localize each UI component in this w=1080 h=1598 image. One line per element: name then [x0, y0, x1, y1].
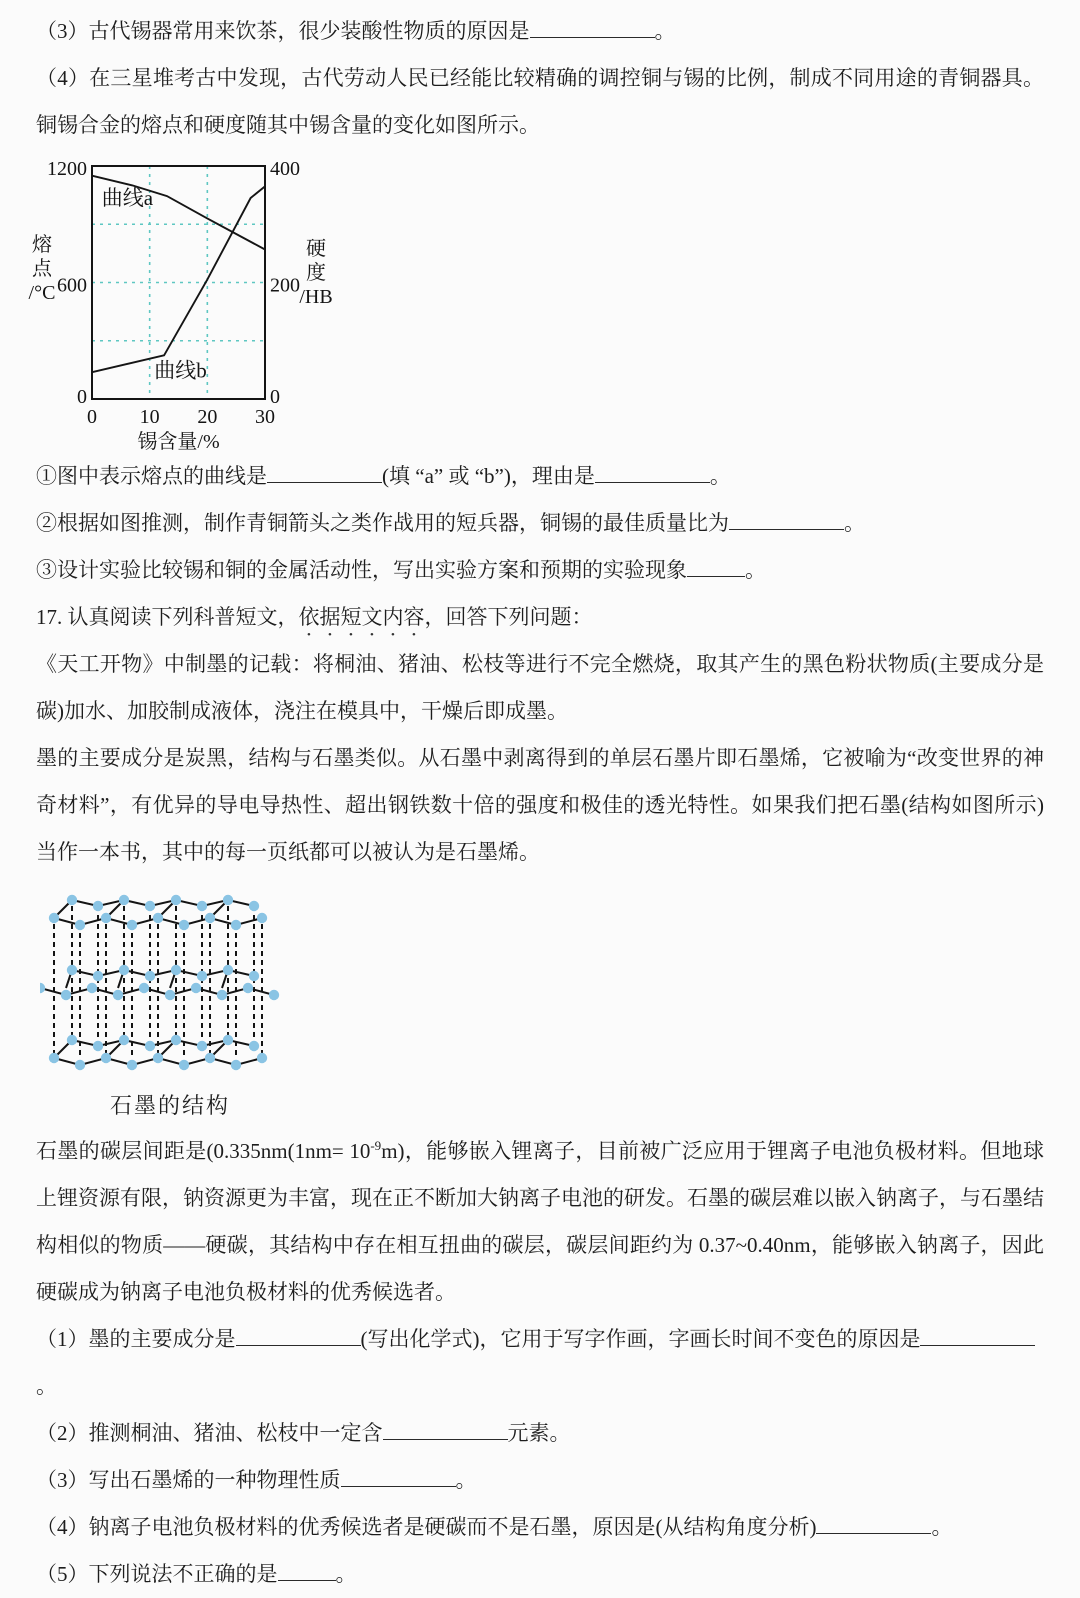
answer-blank	[341, 1467, 456, 1487]
svg-text:0: 0	[270, 386, 280, 408]
svg-text:0: 0	[87, 406, 97, 428]
graphite-structure-svg	[40, 882, 290, 1084]
paragraph-text: 墨的主要成分是炭黑，结构与石墨类似。从石墨中剥离得到的单层石墨片即石墨烯，它被喻为“改变世界的神奇材料”，有优异的导电导热性、超出钢铁数十倍的强度和极佳的透光特性。如果我们把石墨(结构如图所示)当作一本书，其中的每一页纸都可以被认为是石墨烯。	[36, 746, 1044, 864]
question-16-4	[36, 55, 1044, 149]
q2-text2: 元素。	[507, 1421, 571, 1445]
question-16-sub2	[36, 500, 1044, 547]
question-16-sub3	[36, 547, 1044, 594]
answer-blank	[920, 1326, 1035, 1346]
svg-text:400: 400	[270, 158, 300, 180]
answer-blank	[729, 510, 844, 530]
intro-text2: ，回答下列问题：	[424, 605, 593, 629]
svg-text:10: 10	[139, 406, 160, 428]
question-16-4-text: （4）在三星堆考古中发现，古代劳动人民已经能比较精确的调控铜与锡的比例，制成不同用途的青铜器具。铜锡合金的熔点和硬度随其中锡含量的变化如图所示。	[36, 66, 1044, 137]
svg-text:点: 点	[32, 258, 52, 280]
answer-blank	[595, 463, 710, 483]
svg-text:200: 200	[270, 274, 300, 297]
paragraph-text: 《天工开物》中制墨的记载：将桐油、猪油、松枝等进行不完全燃烧，取其产生的黑色粉状物质(主要成分是碳)加水、加胶制成液体，浇注在模具中，干燥后即成墨。	[36, 652, 1044, 723]
q4-text: （4）钠离子电池负极材料的优秀候选者是硬碳而不是石墨，原因是(从结构角度分析)	[36, 1515, 817, 1539]
sub3-text: ③设计实验比较锡和铜的金属活动性，写出实验方案和预期的实验现象	[36, 558, 687, 582]
answer-blank	[236, 1326, 361, 1346]
answer-blank	[530, 18, 655, 38]
period: 。	[709, 464, 731, 488]
answer-blank	[816, 1514, 931, 1534]
sub1-text: ①图中表示熔点的曲线是	[36, 464, 267, 488]
svg-text:硬: 硬	[306, 238, 326, 260]
answer-blank	[383, 1420, 508, 1440]
period: 。	[745, 558, 766, 582]
question-17-1	[36, 1316, 1044, 1410]
intro-text: 17. 认真阅读下列科普短文，	[36, 605, 299, 629]
question-16-3-text: （3）古代锡器常用来饮茶，很少装酸性物质的原因是	[36, 19, 530, 43]
period: 。	[335, 1562, 357, 1586]
svg-text:600: 600	[57, 274, 87, 297]
tin-alloy-chart	[28, 151, 1044, 453]
answer-blank	[267, 463, 382, 483]
answer-blank	[687, 557, 745, 577]
passage-paragraph-2	[36, 735, 1044, 876]
paragraph-text2: m)，能够嵌入锂离子，目前被广泛应用于锂离子电池负极材料。但地球上锂资源有限，钠资源更为丰富，现在正不断加大钠离子电池的研发。石墨的碳层难以嵌入钠离子，与石墨结构相似的物质——硬碳，其结构中存在相互扭曲的碳层，碳层间距约为 0.37~0.40nm，能够嵌入钠离子，因此硬碳成为钠离子电池负极材料的优秀候选者。	[36, 1139, 1044, 1304]
answer-blank	[278, 1561, 336, 1581]
question-17-4	[36, 1504, 1044, 1551]
period: 。	[36, 1374, 57, 1398]
svg-text:30: 30	[255, 406, 275, 428]
q1-text: （1）墨的主要成分是	[36, 1327, 236, 1351]
svg-text:曲线a: 曲线a	[101, 185, 154, 210]
svg-text:曲线b: 曲线b	[154, 358, 207, 383]
svg-text:锡含量/%: 锡含量/%	[137, 431, 220, 453]
svg-text:1200: 1200	[47, 158, 87, 180]
question-17-intro	[36, 594, 1044, 641]
svg-text:熔: 熔	[32, 234, 52, 256]
paragraph-text: 石墨的碳层间距是(0.335nm(1nm= 10	[36, 1139, 371, 1163]
svg-text:0: 0	[77, 386, 87, 408]
tin-chart-svg	[16, 151, 376, 453]
q2-text: （2）推测桐油、猪油、松枝中一定含	[36, 1421, 383, 1445]
sub2-text: ②根据如图推测，制作青铜箭头之类作战用的短兵器，铜锡的最佳质量比为	[36, 511, 729, 535]
question-17-3	[36, 1457, 1044, 1504]
question-17-5	[36, 1551, 1044, 1598]
superscript: -9	[370, 1138, 382, 1153]
svg-text:20: 20	[197, 406, 218, 428]
emphasized-text: 依据短文内容	[298, 605, 425, 629]
svg-text:/HB: /HB	[299, 286, 333, 308]
sub1-text2: (填 “a” 或 “b”)，理由是	[382, 464, 595, 488]
graphite-structure-figure	[40, 882, 300, 1122]
svg-text:度: 度	[306, 262, 326, 284]
passage-paragraph-1	[36, 641, 1044, 735]
svg-text:/°C: /°C	[28, 282, 56, 304]
question-16-3	[36, 8, 1044, 55]
period: 。	[844, 511, 865, 535]
period: 。	[654, 19, 676, 43]
period: 。	[931, 1515, 953, 1539]
question-16-sub1	[36, 453, 1044, 500]
period: 。	[455, 1468, 477, 1492]
figure-caption: 石墨的结构	[109, 1093, 230, 1118]
q5-text: （5）下列说法不正确的是	[36, 1562, 278, 1586]
passage-paragraph-3	[36, 1122, 1044, 1316]
q1-text2: (写出化学式)，它用于写字作画，字画长时间不变色的原因是	[360, 1327, 921, 1351]
q3-text: （3）写出石墨烯的一种物理性质	[36, 1468, 341, 1492]
question-17-2	[36, 1410, 1044, 1457]
